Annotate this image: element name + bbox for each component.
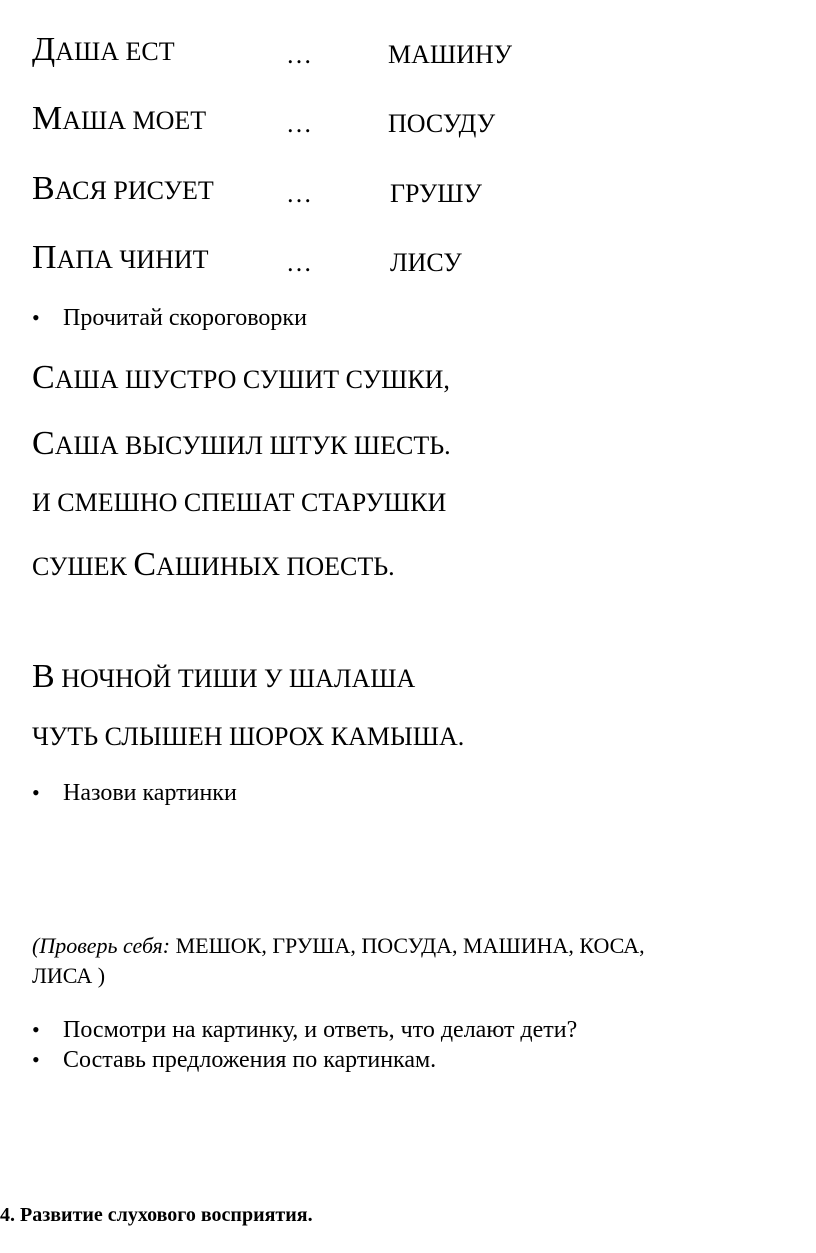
twister-line: ЧУТЬ СЛЫШЕН ШОРОХ КАМЫША. [32,722,465,751]
match-row-dots: … [286,248,312,277]
match-row-object: ПОСУДУ [388,109,496,138]
check-yourself [32,932,645,960]
match-row-subject: МАША МОЕТ [32,100,207,137]
section-heading: 4. Развитие слухового восприятия. [0,1204,313,1226]
match-row-dots: … [286,179,312,208]
match-row-subject: ДАША ЕСТ [32,31,175,68]
match-row-dots: … [286,40,312,69]
check-yourself-label: (Проверь себя: [32,933,171,958]
match-row-object: ГРУШУ [390,179,482,208]
twister-line: В НОЧНОЙ ТИШИ У ШАЛАША [32,658,416,695]
bullet-icon: • [32,305,40,330]
twister-line: САША ШУСТРО СУШИТ СУШКИ, [32,359,450,396]
match-row-subject: ВАСЯ РИСУЕТ [32,170,214,207]
check-yourself-answers-cont: ЛИСА ) [32,963,106,988]
bullet-name-pictures: • Назови картинки [32,780,237,806]
bullet-icon: • [32,780,40,805]
match-row-dots: … [286,109,312,138]
bullet-read-twisters: • Прочитай скороговорки [32,305,307,331]
twister-line: И СМЕШНО СПЕШАТ СТАРУШКИ [32,488,447,517]
twister-line: СУШЕК САШИНЫХ ПОЕСТЬ. [32,546,395,583]
task-item: • Составь предложения по картинкам. [32,1047,437,1073]
bullet-icon: • [32,1017,40,1042]
task-item: • Посмотри на картинку, и ответь, что делают дети? [32,1017,578,1043]
bullet-icon: • [32,1047,40,1072]
match-row-object: ЛИСУ [390,248,462,277]
check-yourself-answers: МЕШОК, ГРУША, ПОСУДА, МАШИНА, КОСА, [170,933,645,958]
twister-line: САША ВЫСУШИЛ ШТУК ШЕСТЬ. [32,425,451,462]
match-row-subject: ПАПА ЧИНИТ [32,239,209,276]
match-row-object: МАШИНУ [388,40,513,69]
